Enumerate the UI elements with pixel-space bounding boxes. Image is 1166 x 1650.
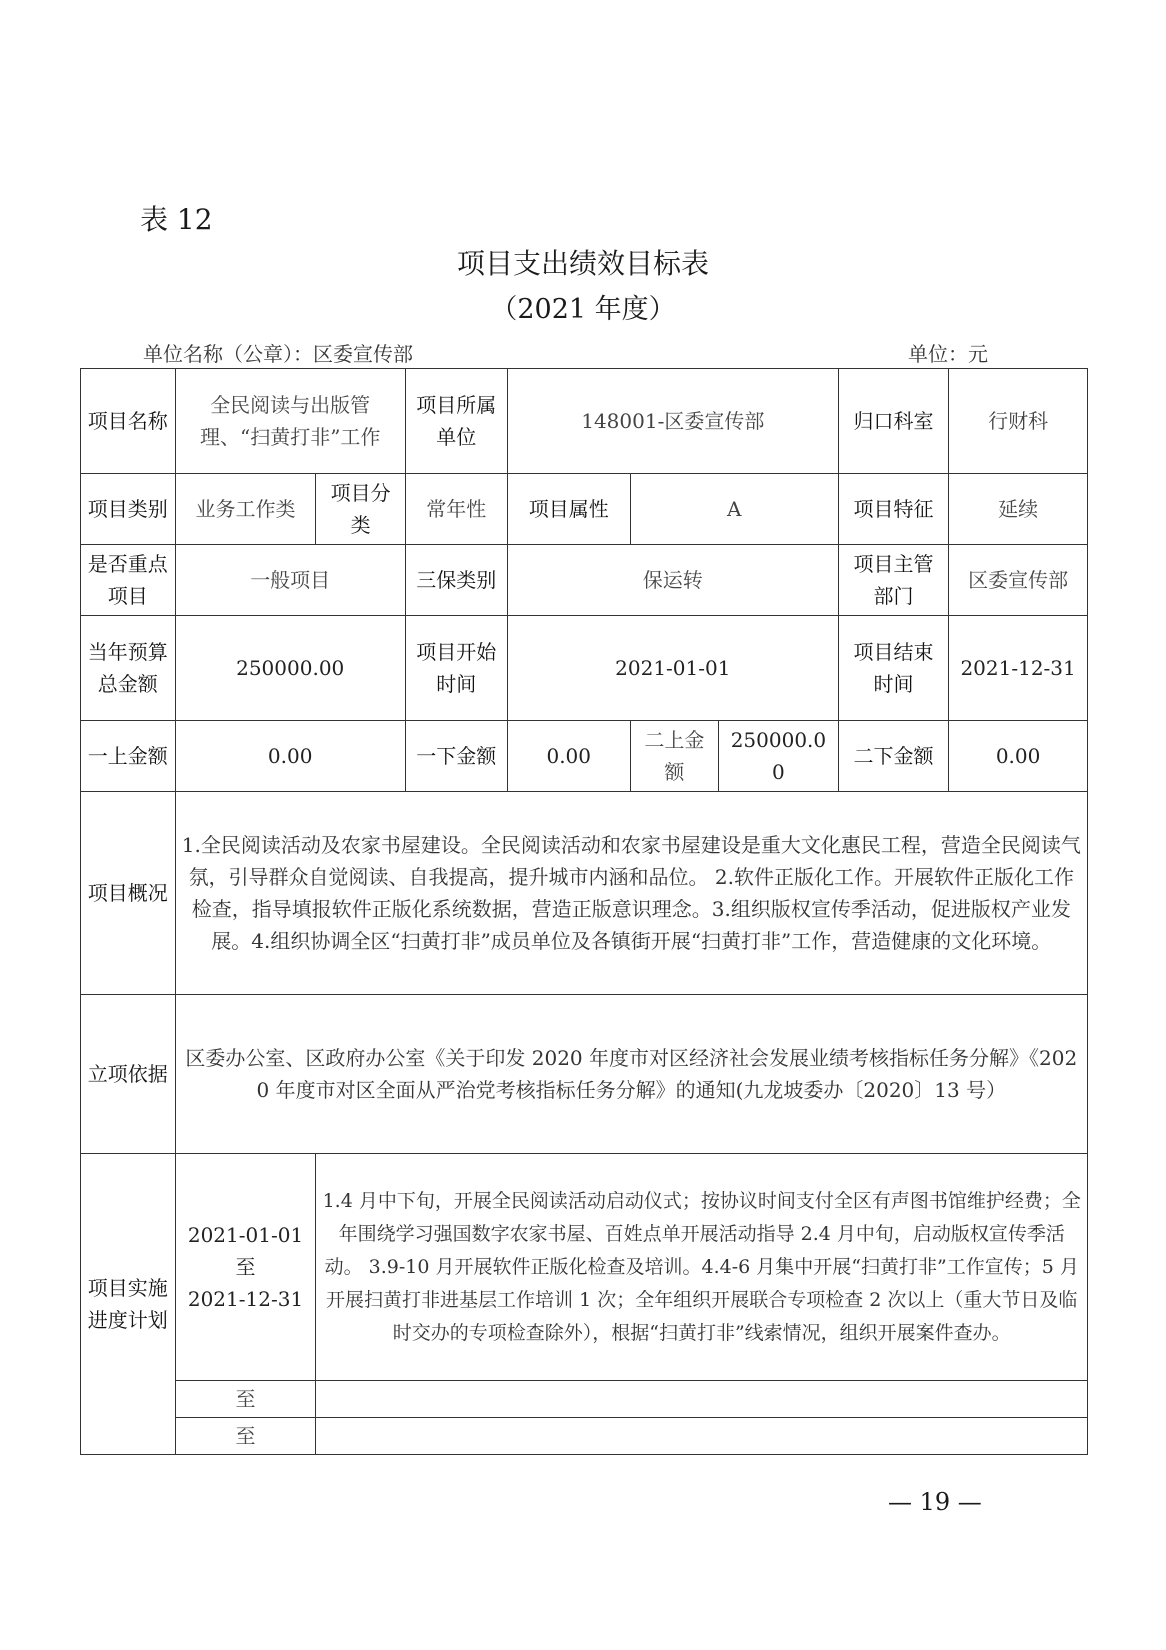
overview-text: 1.全民阅读活动及农家书屋建设。全民阅读活动和农家书屋建设是重大文化惠民工程，营造全民阅读气氛，引导群众自觉阅读、自我提高，提升城市内涵和品位。 2.软件正版化工作。开展软件正版化工作检查，指导填报软件正版化系统数据，营造正版意识理念。3.组织版权宣传季活动，促进版权产业发展。4.组织协调全区“扫黄打非”成员单位及各镇街开展“扫黄打非”工作，营造健康的文化环境。 [175,792,1087,995]
end-time-value: 2021-12-31 [949,616,1088,721]
currency-unit: 单位：元 [908,342,988,366]
table-row [81,1381,1088,1418]
table-number: 表 12 [140,203,213,236]
plan-period-start: 2021-01-01 [187,1223,304,1247]
plan-period-end: 2021-12-31 [187,1287,304,1311]
table-row [81,1154,1088,1381]
project-feature-label: 项目特征 [838,474,948,545]
end-time-label: 项目结束时间 [838,616,948,721]
table-row [81,1418,1088,1455]
project-attr-value: A [630,474,838,545]
first-down-label: 一下金额 [405,721,507,792]
dept-label: 归口科室 [838,369,948,474]
page-number: — 19 — [888,1488,982,1516]
basis-text: 区委办公室、区政府办公室《关于印发 2020 年度市对区经济社会发展业绩考核指标任务分解》《2020 年度市对区全面从严治党考核指标任务分解》的通知(九龙坡委办〔2020〕13 号） [175,995,1087,1154]
second-up-value: 250000.00 [719,721,839,792]
plan-empty-text-2 [316,1418,1088,1455]
dept-value: 行财科 [949,369,1088,474]
start-time-label: 项目开始时间 [405,616,507,721]
performance-target-table [80,368,1088,1455]
sanbao-label: 三保类别 [405,545,507,616]
second-down-label: 二下金额 [838,721,948,792]
budget-total-label: 当年预算总金额 [81,616,176,721]
table-row [81,545,1088,616]
manager-dept-value: 区委宣传部 [949,545,1088,616]
first-down-value: 0.00 [507,721,630,792]
project-org-label: 项目所属单位 [405,369,507,474]
project-name-value: 全民阅读与出版管理、“扫黄打非”工作 [175,369,405,474]
plan-period [175,1154,316,1381]
basis-label: 立项依据 [81,995,176,1154]
first-up-label: 一上金额 [81,721,176,792]
table-row [81,792,1088,995]
project-name-label: 项目名称 [81,369,176,474]
start-time-value: 2021-01-01 [507,616,838,721]
second-down-value: 0.00 [949,721,1088,792]
unit-name: 单位名称（公章）：区委宣传部 [143,342,413,366]
project-feature-value: 延续 [949,474,1088,545]
first-up-value: 0.00 [175,721,405,792]
table-row [81,474,1088,545]
key-project-label: 是否重点项目 [81,545,176,616]
project-class-value: 常年性 [405,474,507,545]
project-type-value: 业务工作类 [175,474,316,545]
project-type-label: 项目类别 [81,474,176,545]
plan-empty-text-1 [316,1381,1088,1418]
table-row [81,616,1088,721]
key-project-value: 一般项目 [175,545,405,616]
table-row [81,721,1088,792]
project-class-label: 项目分类 [316,474,405,545]
table-row [81,995,1088,1154]
plan-label: 项目实施进度计划 [81,1154,176,1455]
document-subtitle: （2021 年度） [490,294,676,325]
sanbao-value: 保运转 [507,545,838,616]
plan-empty-period-2: 至 [175,1418,316,1455]
project-org-value: 148001-区委宣传部 [507,369,838,474]
manager-dept-label: 项目主管部门 [838,545,948,616]
document-title: 项目支出绩效目标表 [456,247,709,280]
second-up-label: 二上金额 [630,721,718,792]
budget-total-value: 250000.00 [175,616,405,721]
overview-label: 项目概况 [81,792,176,995]
plan-empty-period-1: 至 [175,1381,316,1418]
plan-period-to: 至 [235,1255,256,1279]
project-attr-label: 项目属性 [507,474,630,545]
table-row [81,369,1088,474]
plan-text: 1.4 月中下旬，开展全民阅读活动启动仪式；按协议时间支付全区有声图书馆维护经费；全年围绕学习强国数字农家书屋、百姓点单开展活动指导 2.4 月中旬，启动版权宣传季活动。 3.9-10 月开展软件正版化检查及培训。4.4-6 月集中开展“扫黄打非”工作宣传；5 月开展扫黄打非进基层工作培训 1 次；全年组织开展联合专项检查 2 次以上（重大节日及临时交办的专项检查除外），根据“扫黄打非”线索情况，组织开展案件查办。 [316,1154,1088,1381]
